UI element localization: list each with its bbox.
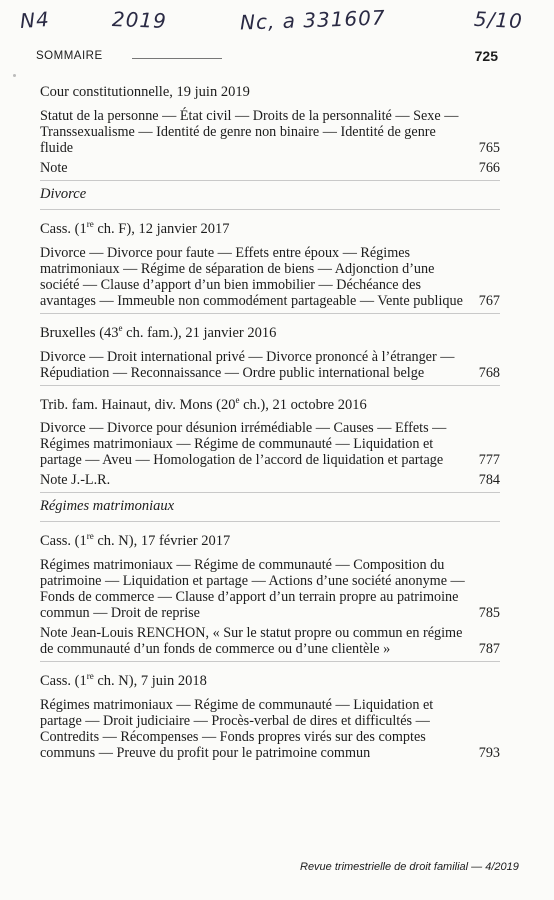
page-reference: 793 — [478, 745, 500, 762]
toc-line — [40, 697, 500, 761]
section-heading: Divorce — [40, 181, 500, 210]
table-of-contents — [40, 78, 500, 765]
toc-entry — [40, 522, 500, 662]
toc-entry — [40, 662, 500, 765]
page-reference: 768 — [478, 364, 500, 381]
keywords-text: Divorce — Divorce pour désunion irrémédiable — Causes — Effets — Régimes matrimoniaux — Régime de communauté — Liquidation et partage — Aveu — Homologation de l’accord de liquidation et partage — [40, 420, 447, 469]
page-reference: 766 — [478, 160, 500, 176]
court-heading: Cour constitutionnelle, 19 juin 2019 — [40, 84, 250, 100]
toc-line — [40, 557, 500, 621]
handwritten-annotation — [0, 2, 554, 38]
court-heading: Bruxelles (43e ch. fam.), 21 janvier 2016 — [40, 322, 277, 341]
page-reference: 765 — [478, 140, 500, 156]
section-title: SOMMAIRE — [36, 50, 103, 62]
note-text: Note Jean-Louis RENCHON, « Sur le statut propre ou commun en régime de communauté d’un fonds de commerce ou d’une clientèle » — [40, 625, 463, 658]
page-reference: 784 — [478, 472, 500, 489]
toc-line — [40, 472, 500, 488]
court-heading: Trib. fam. Hainaut, div. Mons (20e ch.), 21 octobre 2016 — [40, 394, 367, 413]
page-header — [36, 48, 498, 68]
court-heading: Cass. (1re ch. N), 7 juin 2018 — [40, 671, 207, 690]
header-rule — [132, 58, 222, 59]
toc-line — [40, 245, 500, 309]
toc-line — [40, 420, 500, 468]
toc-entry — [40, 78, 500, 181]
toc-line — [40, 160, 500, 176]
keywords-text: Régimes matrimoniaux — Régime de communauté — Composition du patrimoine — Liquidation et partage — Actions d’une société anonyme — Fonds de commerce — Clause d’apport d’un terrain propre au patrimoine commun — Droit de reprise — [40, 557, 465, 622]
keywords-text: Divorce — Droit international privé — Divorce prononcé à l’étranger — Répudiation — Reconnaissance — Ordre public international belge — [40, 348, 455, 381]
page-reference: 785 — [478, 605, 500, 622]
page-reference: 777 — [478, 452, 500, 469]
toc-entry — [40, 386, 500, 494]
toc-entry — [40, 314, 500, 386]
keywords-text: Divorce — Divorce pour faute — Effets entre époux — Régimes matrimoniaux — Régime de séparation de biens — Adjonction d’une société — Clause d’apport d’un bien immobilier — Déchéance des avantages — Immeuble non commodément partageable — Vente publique — [40, 244, 463, 309]
keywords-text: Statut de la personne — État civil — Droits de la personnalité — Sexe — Transsexualisme — Identité de genre non binaire — Identité de genre fluide — [40, 108, 459, 156]
toc-line — [40, 349, 500, 381]
page-number: 725 — [474, 48, 498, 64]
court-heading: Cass. (1re ch. F), 12 janvier 2017 — [40, 219, 230, 237]
handwritten-note: N4 — [19, 6, 51, 34]
journal-footer: Revue trimestrielle de droit familial — 4/2019 — [300, 861, 519, 873]
toc-line — [40, 108, 500, 156]
note-text: Note J.-L.R. — [40, 472, 111, 489]
keywords-text: Régimes matrimoniaux — Régime de communauté — Liquidation et partage — Droit judiciaire — Procès-verbal de dires et difficultés — Contredits — Récompenses — Fonds propres virés sur des comptes communs — Preuve du profit pour le patrimoine commun — [40, 697, 434, 762]
page-reference: 767 — [478, 292, 500, 309]
note-text: Note — [40, 160, 68, 176]
handwritten-note: Nc, a 331607 — [239, 5, 387, 35]
handwritten-note: 2019 — [111, 7, 168, 33]
scan-speck — [13, 74, 16, 77]
section-heading: Régimes matrimoniaux — [40, 493, 500, 522]
toc-line — [40, 625, 500, 657]
page-reference: 787 — [478, 641, 500, 658]
toc-entry — [40, 210, 500, 314]
handwritten-note: 5/10 — [473, 6, 524, 34]
court-heading: Cass. (1re ch. N), 17 février 2017 — [40, 531, 231, 550]
